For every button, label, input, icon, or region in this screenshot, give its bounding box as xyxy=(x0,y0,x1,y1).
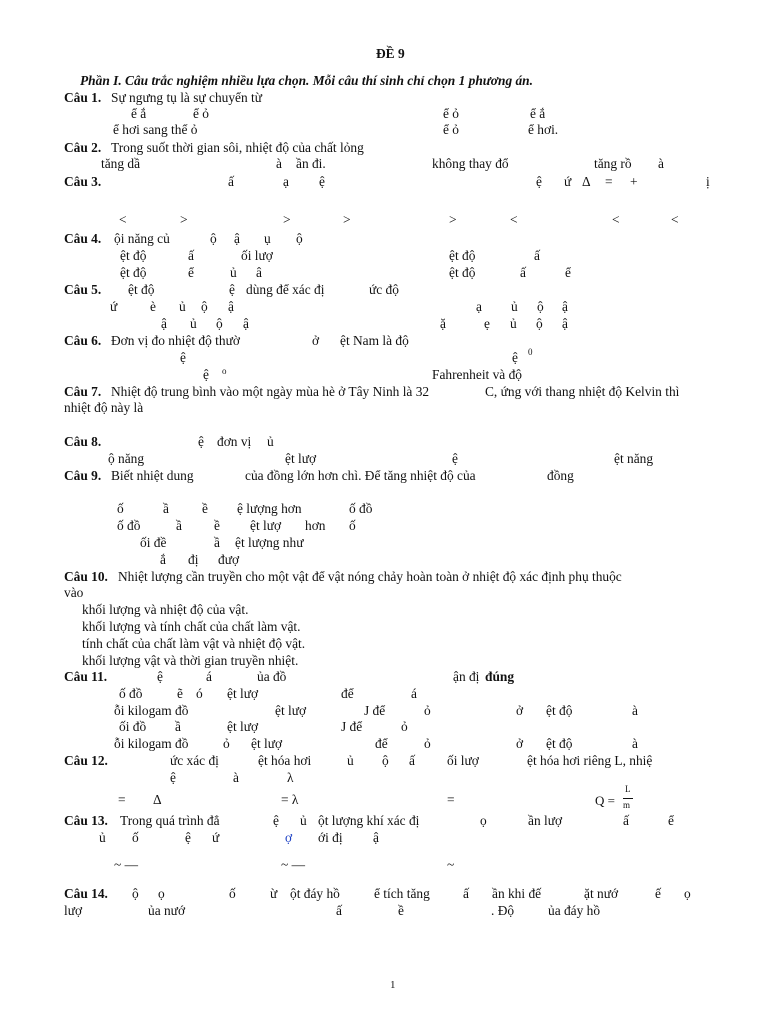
q9-opt-b: ố đồ xyxy=(117,518,141,533)
q7-stem: Nhiệt độ trung bình vào một ngày mùa hè ở Tây Ninh là 32 xyxy=(111,384,430,399)
q9-opt-a: ề xyxy=(202,501,208,516)
q11-opt-c: ầ xyxy=(175,719,181,734)
q9-opt-d: ắ xyxy=(160,552,166,567)
q4-frag: ậ xyxy=(234,231,240,246)
q11-opt-a: ẽ xyxy=(177,686,183,701)
q5-opt-a: ứ xyxy=(110,299,118,314)
q14-frag: ần khi đế xyxy=(492,886,542,901)
q9-opt-b: ề xyxy=(214,518,220,533)
q4-frag: ụ xyxy=(264,231,271,246)
page-title: ĐỀ 9 xyxy=(376,46,405,61)
q13-frag: ủ xyxy=(99,830,106,845)
q11-frag: ủa đồ xyxy=(257,669,287,684)
q12-frag: ộ xyxy=(382,753,389,768)
q12-opt-a: = xyxy=(118,792,126,807)
q3-sign: > xyxy=(449,212,457,227)
q13-frag: ột lượng khí xác đị xyxy=(318,813,420,828)
q8-opt-b: ệt lượ xyxy=(285,451,317,466)
q14-frag: ột đáy hồ xyxy=(290,886,340,901)
q4-opt-a: ệt độ xyxy=(120,248,147,263)
q4-stem: ội năng củ xyxy=(114,231,170,246)
q14-frag: ủa đáy hồ xyxy=(548,903,601,918)
q12-formula-lhs: Q = xyxy=(595,793,615,808)
q4-opt-a: ối lượ xyxy=(241,248,273,263)
q11-opt-d: ỏ xyxy=(424,736,431,751)
q5-frag: ệt độ xyxy=(128,282,155,297)
q3-sign: < xyxy=(119,212,127,227)
q7-stem-line2: nhiệt độ này là xyxy=(64,400,144,415)
q3-frag: ạ xyxy=(283,174,289,189)
q10-opt-b: khối lượng và tính chất của chất làm vật. xyxy=(82,619,301,634)
q5-opt-b: ủ xyxy=(511,299,518,314)
q12-opt-a: Δ xyxy=(153,792,162,807)
q12-opt-b: = λ xyxy=(281,792,299,807)
q8-opt-a: ộ năng xyxy=(108,451,145,466)
q4-opt-c: â xyxy=(256,265,262,280)
q11-opt-b: J để xyxy=(364,703,386,718)
q11-opt-a: ệt lượ xyxy=(227,686,259,701)
q1-opt-e: ể hơi sang thể ỏ xyxy=(113,122,198,137)
q2-stem: Trong suốt thời gian sôi, nhiệt độ của chất lỏng xyxy=(111,140,364,155)
q12-formula-denominator: m xyxy=(623,800,631,810)
q8-label: Câu 8. xyxy=(64,434,102,449)
q2-opt-a: tăng dầ xyxy=(101,156,141,171)
q6-opt-a: ệ xyxy=(180,350,186,365)
q6-label: Câu 6. xyxy=(64,333,102,348)
q14-frag: ộ xyxy=(132,886,139,901)
q13-frag: ệ xyxy=(185,830,191,845)
q9-stem: của đồng lớn hơn chì. Để tăng nhiệt độ của xyxy=(245,468,476,483)
q11-opt-a: ó xyxy=(196,686,203,701)
q13-frag: ậ xyxy=(373,830,379,845)
q11-opt-a: á xyxy=(411,686,417,701)
q14-frag: ấ xyxy=(463,886,469,901)
q11-opt-d: ệt lượ xyxy=(251,736,283,751)
q4-opt-b: ệt độ xyxy=(449,248,476,263)
q4-opt-c: ủ xyxy=(230,265,237,280)
q9-opt-a: ố đồ xyxy=(349,501,373,516)
q3-sign: < xyxy=(612,212,620,227)
q11-opt-d: để xyxy=(375,736,388,751)
q5-opt-c: ộ xyxy=(216,316,223,331)
q14-frag: ố xyxy=(229,886,236,901)
q5-opt-d: ủ xyxy=(510,316,517,331)
q5-frag: ức độ xyxy=(369,282,399,297)
q9-opt-c: ầ xyxy=(214,535,220,550)
q8-opt-c: ệ xyxy=(452,451,458,466)
q9-opt-b: ố xyxy=(349,518,356,533)
q3-sign: > xyxy=(343,212,351,227)
part-heading: Phần I. Câu trắc nghiệm nhiều lựa chọn. Mỗi câu thí sinh chỉ chọn 1 phương án. xyxy=(80,73,533,88)
q13-frag-highlight: ợ xyxy=(285,830,293,845)
q14-label: Câu 14. xyxy=(64,886,108,901)
q11-label: Câu 11. xyxy=(64,669,108,684)
q3-frag: ấ xyxy=(228,174,234,189)
q13-opt-a: ~ — xyxy=(114,857,138,872)
q5-opt-c: ậ xyxy=(243,316,249,331)
q5-frag: ệ xyxy=(229,282,235,297)
q11-opt-d: ỏ xyxy=(223,736,230,751)
q7-label: Câu 7. xyxy=(64,384,102,399)
q8-frag: ệ xyxy=(198,434,204,449)
q3-frag: ị xyxy=(706,174,710,189)
q5-frag: dùng để xác đị xyxy=(246,282,325,297)
q13-stem: Trong quá trình đẳ xyxy=(120,813,220,828)
q12-opt-d-formula xyxy=(595,785,645,813)
q13-frag: ủ xyxy=(300,813,307,828)
q11-emph: đúng xyxy=(485,669,515,684)
q12-frag: ệt hóa hơi xyxy=(258,753,312,768)
q4-opt-d: ấ xyxy=(520,265,526,280)
q3-sign: > xyxy=(180,212,188,227)
q3-sign: < xyxy=(671,212,679,227)
q10-opt-c: tính chất của chất làm vật và nhiệt độ vật. xyxy=(82,636,306,651)
q11-opt-b: à xyxy=(632,703,638,718)
q11-opt-a: để xyxy=(341,686,354,701)
q10-stem: Nhiệt lượng cần truyền cho một vật để vật nóng chảy hoàn toàn ở nhiệt độ xác định phụ thuộc xyxy=(118,569,622,584)
q5-opt-d: ộ xyxy=(536,316,543,331)
q11-opt-b: ệt độ xyxy=(546,703,573,718)
q13-frag: ần lượ xyxy=(528,813,563,828)
q9-opt-b: hơn xyxy=(305,518,326,533)
q14-frag: ọ xyxy=(158,886,165,901)
q12-frag: à xyxy=(233,770,239,785)
q4-frag: ộ xyxy=(210,231,217,246)
q3-equals: = xyxy=(605,174,613,189)
q1-label: Câu 1. xyxy=(64,90,102,105)
q9-opt-a: ầ xyxy=(163,501,169,516)
q1-opt-f: ể ỏ xyxy=(443,122,459,137)
q9-stem: đồng xyxy=(547,468,574,483)
q11-opt-d: ở xyxy=(516,736,524,751)
q6-degree: o xyxy=(222,366,227,376)
q11-opt-d: à xyxy=(632,736,638,751)
q12-opt-c: = xyxy=(447,792,455,807)
q12-frag: ức xác đị xyxy=(170,753,219,768)
q12-frag: ủ xyxy=(347,753,354,768)
q14-frag: ề xyxy=(398,903,404,918)
q1-opt-b: ể ỏ xyxy=(193,106,209,121)
q10-opt-d: khối lượng vật và thời gian truyền nhiệt. xyxy=(82,653,299,668)
q5-opt-a: ủ xyxy=(179,299,186,314)
q12-frag: ối lượ xyxy=(447,753,479,768)
q10-label: Câu 10. xyxy=(64,569,108,584)
q9-opt-d: đượ xyxy=(218,552,240,567)
q3-sign: < xyxy=(510,212,518,227)
q5-opt-a: è xyxy=(150,299,156,314)
q14-frag: ặt nướ xyxy=(584,886,619,901)
q5-opt-b: ậ xyxy=(562,299,568,314)
q6-opt-c: ệ xyxy=(203,367,209,382)
q5-opt-b: ộ xyxy=(537,299,544,314)
q12-frag: ệt hóa hơi riêng L, nhiệ xyxy=(527,753,653,768)
q9-label: Câu 9. xyxy=(64,468,102,483)
q7-stem-end: C, ứng với thang nhiệt độ Kelvin thì xyxy=(485,384,680,399)
q11-frag: á xyxy=(206,669,212,684)
q13-frag: ấ xyxy=(623,813,629,828)
q9-opt-d: đị xyxy=(188,552,199,567)
q12-fraction-bar xyxy=(623,798,633,799)
q11-opt-c: ệt lượ xyxy=(227,719,259,734)
q9-opt-b: ầ xyxy=(176,518,182,533)
q11-opt-c: ỏ xyxy=(401,719,408,734)
q12-label: Câu 12. xyxy=(64,753,108,768)
q11-opt-a: ố đồ xyxy=(119,686,143,701)
page-number: 1 xyxy=(390,979,396,991)
q11-opt-c: ối đồ xyxy=(119,719,147,734)
q2-label: Câu 2. xyxy=(64,140,102,155)
q2-opt-f: à xyxy=(658,156,664,171)
q8-frag: ủ xyxy=(267,434,274,449)
q3-frag: ệ xyxy=(536,174,542,189)
q11-opt-c: J để xyxy=(341,719,363,734)
q11-opt-b: ỗi kilogam đồ xyxy=(114,703,189,718)
q4-label: Câu 4. xyxy=(64,231,102,246)
q12-frag: ấ xyxy=(409,753,415,768)
q14-frag: . Độ xyxy=(491,903,515,918)
q10-stem-line2: vào xyxy=(64,585,84,600)
q6-opt-d: Fahrenheit và độ xyxy=(432,367,522,382)
q11-opt-b: ở xyxy=(516,703,524,718)
q1-stem: Sự ngưng tụ là sự chuyển từ xyxy=(111,90,263,105)
q5-opt-d: ẹ xyxy=(484,316,490,331)
q5-label: Câu 5. xyxy=(64,282,102,297)
q3-delta: Δ xyxy=(582,174,591,189)
q14-frag: lượ xyxy=(64,903,83,918)
q8-frag: đơn vị xyxy=(217,434,252,449)
q8-opt-d: ệt năng xyxy=(614,451,654,466)
q4-opt-d: ệt độ xyxy=(449,265,476,280)
q6-frag: ở xyxy=(312,333,320,348)
q14-frag: ủa nướ xyxy=(148,903,186,918)
q4-opt-c: ể xyxy=(188,265,194,280)
q11-opt-d: ệt độ xyxy=(546,736,573,751)
q6-stem: Đơn vị đo nhiệt độ thườ xyxy=(111,333,240,348)
q9-opt-a: ệ lượng hơn xyxy=(237,501,302,516)
q4-frag: ộ xyxy=(296,231,303,246)
q5-opt-c: ủ xyxy=(190,316,197,331)
q1-opt-d: ể ắ xyxy=(530,106,546,121)
q3-label: Câu 3. xyxy=(64,174,102,189)
q5-opt-a: ậ xyxy=(228,299,234,314)
q1-opt-a: ể ắ xyxy=(131,106,147,121)
q5-opt-d: ặ xyxy=(440,316,446,331)
q13-label: Câu 13. xyxy=(64,813,108,828)
q2-opt-b: à xyxy=(276,156,282,171)
q13-opt-b: ~ — xyxy=(281,857,305,872)
q3-frag: ứ xyxy=(564,174,572,189)
q4-opt-c: ệt độ xyxy=(120,265,147,280)
q11-opt-b: ệt lượ xyxy=(275,703,307,718)
q4-opt-b: ấ xyxy=(534,248,540,263)
q1-opt-c: ể ỏ xyxy=(443,106,459,121)
q13-frag: ọ xyxy=(480,813,487,828)
q12-lambda: λ xyxy=(287,770,294,785)
q11-opt-d: ỗi kilogam đồ xyxy=(114,736,189,751)
q13-opt-c: ~ xyxy=(447,857,455,872)
q3-plus: + xyxy=(630,174,638,189)
q12-formula-numerator: L xyxy=(625,784,631,794)
q13-frag: ệ xyxy=(273,813,279,828)
q13-frag: ể xyxy=(668,813,674,828)
q9-opt-b: ệt lượ xyxy=(250,518,282,533)
q5-opt-a: ộ xyxy=(201,299,208,314)
q14-frag: ấ xyxy=(336,903,342,918)
q9-opt-c: ệt lượng như xyxy=(235,535,304,550)
q2-opt-e: tăng rồ xyxy=(594,156,632,171)
q13-frag: ới đị xyxy=(318,830,343,845)
q3-sign: > xyxy=(283,212,291,227)
q14-frag: ế xyxy=(655,886,661,901)
q11-frag: ận đị xyxy=(453,669,480,684)
q6-opt-b: ệ xyxy=(512,350,518,365)
q5-opt-d: ậ xyxy=(562,316,568,331)
q14-frag: ọ xyxy=(684,886,691,901)
q14-frag: ể tích tăng xyxy=(374,886,430,901)
q5-opt-c: ậ xyxy=(161,316,167,331)
q2-opt-c: ần đi. xyxy=(296,156,326,171)
q6-frag: ệt Nam là độ xyxy=(340,333,409,348)
q4-opt-d: ể xyxy=(565,265,571,280)
q5-opt-b: ạ xyxy=(476,299,482,314)
q13-frag: ứ xyxy=(212,830,220,845)
q9-opt-c: ối đề xyxy=(140,535,167,550)
q1-opt-g: ể hơi. xyxy=(528,122,559,137)
q2-opt-d: không thay đổ xyxy=(432,156,509,171)
q3-frag: ệ xyxy=(319,174,325,189)
q11-opt-b: ỏ xyxy=(424,703,431,718)
q6-degree: 0 xyxy=(528,347,533,357)
q14-frag: ừ xyxy=(270,886,278,901)
q9-stem: Biết nhiệt dung xyxy=(111,468,194,483)
q12-frag: ệ xyxy=(170,770,176,785)
q13-frag: ố xyxy=(132,830,139,845)
q10-opt-a: khối lượng và nhiệt độ của vật. xyxy=(82,602,249,617)
q4-opt-a: ấ xyxy=(188,248,194,263)
q9-opt-a: ố xyxy=(117,501,124,516)
q11-frag: ệ xyxy=(157,669,163,684)
